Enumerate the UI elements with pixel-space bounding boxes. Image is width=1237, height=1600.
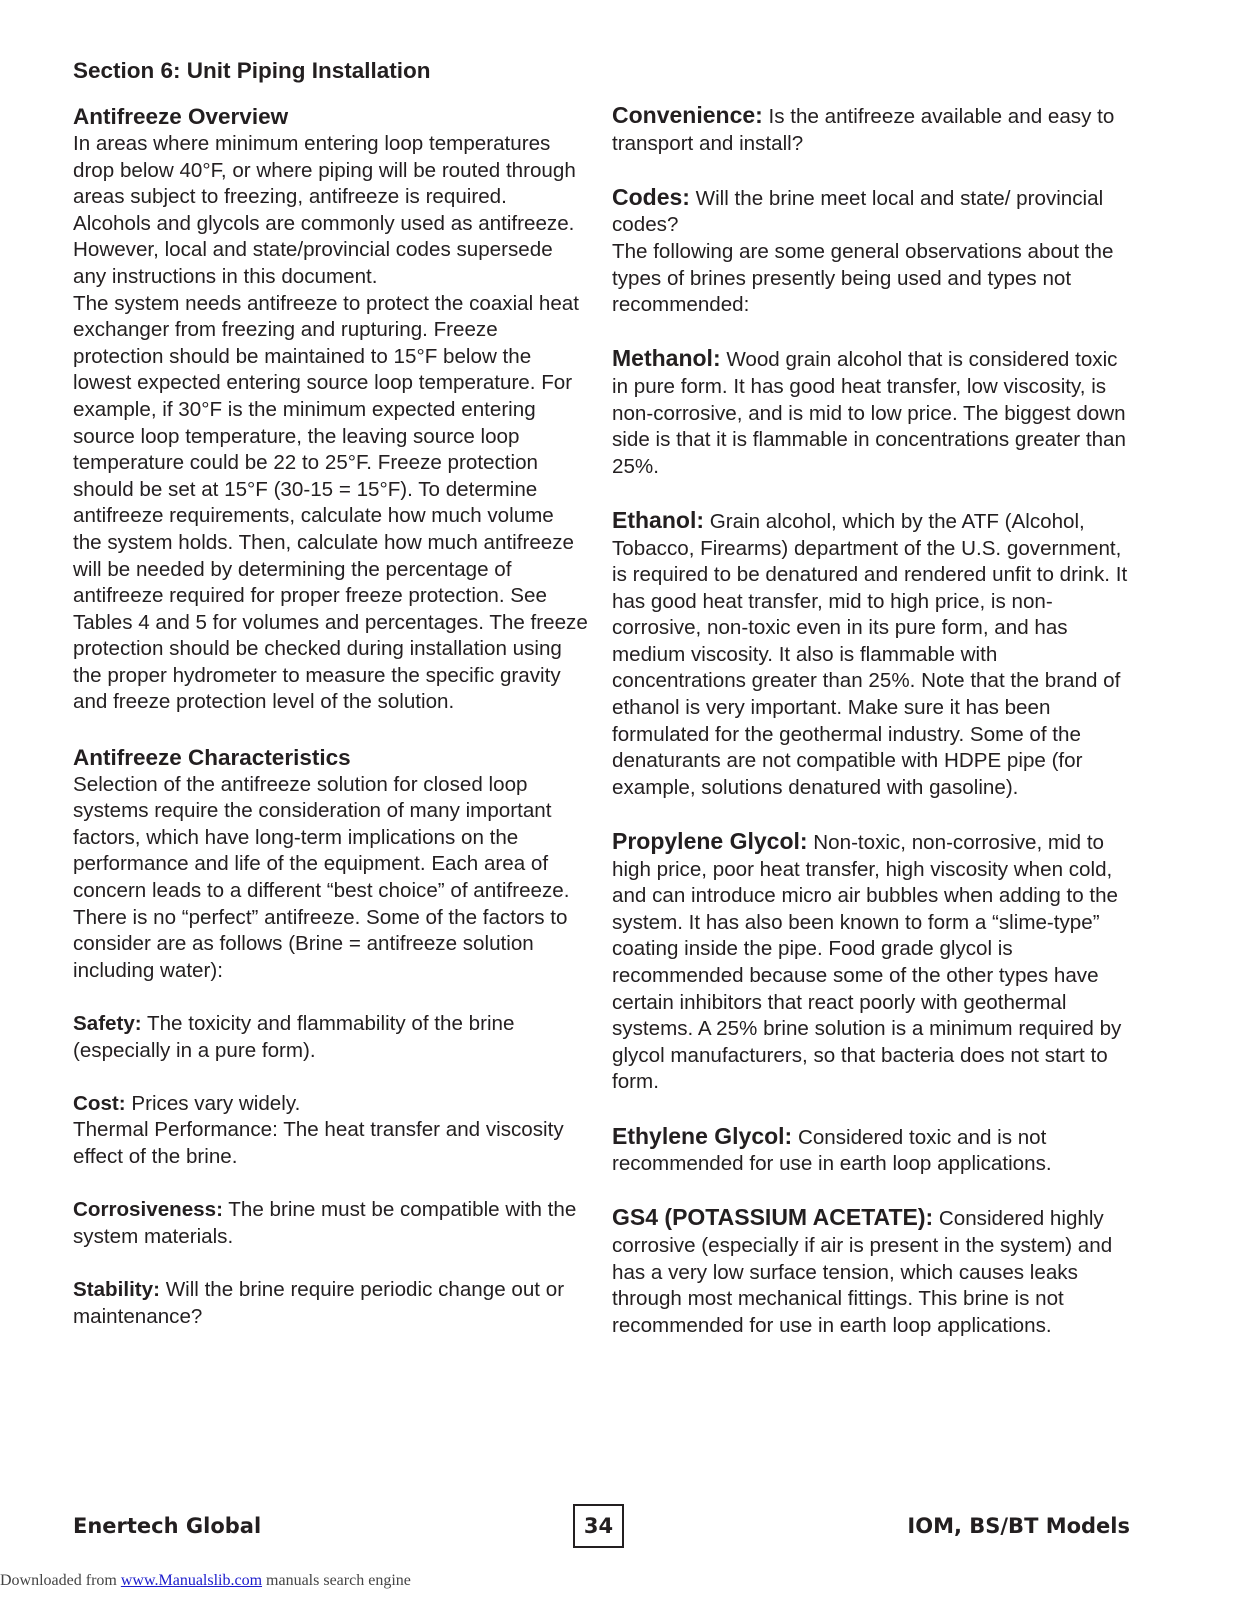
gs4-paragraph	[612, 1204, 1134, 1339]
safety-text: The toxicity and flammability of the brine (especially in a pure form).	[73, 1012, 515, 1062]
stability-paragraph	[73, 1277, 588, 1330]
propylene-glycol-text: Non-toxic, non-corrosive, mid to high price, poor heat transfer, high viscosity when cold, and can introduce micro air bubbles when adding to the system. It has also been known to form a “slime-type” coating inside the pipe. Food grade glycol is recommended because some of the other types have certain inhibitors that react poorly with geothermal systems. A 25% brine solution is a minimum required by glycol manufacturers, so that bacteria does not start to form.	[612, 831, 1122, 1094]
cost-label: Cost:	[73, 1091, 126, 1115]
methanol-text: Wood grain alcohol that is considered toxic in pure form. It has good heat transfer, low viscosity, is non-corrosive, and is mid to low price. The biggest down side is that it is flammable in concentrations greater than 25%.	[612, 348, 1126, 478]
propylene-glycol-paragraph	[612, 828, 1134, 1096]
convenience-paragraph	[612, 102, 1134, 157]
ethylene-glycol-paragraph	[612, 1123, 1134, 1178]
corrosiveness-paragraph	[73, 1197, 588, 1250]
footer-company: Enertech Global	[73, 1514, 262, 1538]
ethanol-text: Grain alcohol, which by the ATF (Alcohol, Tobacco, Firearms) department of the U.S. government, is required to be denatured and rendered unfit to drink. It has good heat transfer, mid to high price, is non-corrosive, non-toxic even in its pure form, and has medium viscosity. It also is flammable with concentrations greater than 25%. Note that the brand of ethanol is very important. Make sure it has been formulated for the geothermal industry. Some of the denaturants are not compatible with HDPE pipe (for example, solutions denatured with gasoline).	[612, 509, 1128, 799]
corrosiveness-text: The brine must be compatible with the system materials.	[73, 1198, 577, 1248]
ethanol-paragraph	[612, 507, 1134, 802]
safety-paragraph	[73, 1011, 588, 1064]
stability-label: Stability:	[73, 1277, 160, 1301]
download-prefix: Downloaded from	[0, 1572, 121, 1589]
left-column	[73, 102, 588, 1330]
methanol-paragraph	[612, 345, 1134, 480]
codes-label: Codes:	[612, 183, 690, 210]
convenience-text: Is the antifreeze available and easy to transport and install?	[612, 105, 1115, 155]
download-notice	[0, 1572, 411, 1590]
codes-paragraph	[612, 184, 1134, 239]
thermal-performance-paragraph: Thermal Performance: The heat transfer and viscosity effect of the brine.	[73, 1118, 564, 1168]
corrosiveness-label: Corrosiveness:	[73, 1198, 223, 1222]
methanol-label: Methanol:	[612, 345, 721, 372]
gs4-text: Considered highly corrosive (especially if air is present in the system) and has a very low surface tension, which causes leaks through most mechanical fittings. This brine is not recommended for use in earth loop applications.	[612, 1207, 1113, 1337]
codes-text: Will the brine meet local and state/ provincial codes?	[612, 186, 1104, 237]
cost-paragraph	[73, 1091, 588, 1118]
propylene-glycol-label: Propylene Glycol:	[612, 828, 808, 855]
convenience-label: Convenience:	[612, 102, 763, 128]
cost-text: Prices vary widely.	[125, 1091, 301, 1115]
antifreeze-overview-heading: Antifreeze Overview	[73, 104, 289, 129]
ethylene-glycol-label: Ethylene Glycol:	[612, 1122, 793, 1149]
right-column	[612, 102, 1134, 1339]
ethanol-label: Ethanol:	[612, 506, 704, 533]
overview-paragraph-2: The system needs antifreeze to protect the coaxial heat exchanger from freezing and rupturing. Freeze protection should be maintained to 15°F below the lowest expected entering source loop temperature. For example, if 30°F is the minimum expected entering source loop temperature, the leaving source loop temperature could be 22 to 25°F. Freeze protection should be set at 15°F (30-15 = 15°F). To determine antifreeze requirements, calculate how much volume the system holds. Then, calculate how much antifreeze will be needed by determining the percentage of antifreeze required for proper freeze protection. See Tables 4 and 5 for volumes and percentages. The freeze protection should be checked during installation using the proper hydrometer to measure the specific gravity and freeze protection level of the solution.	[73, 291, 588, 714]
overview-paragraph-1: In areas where minimum entering loop temperatures drop below 40°F, or where piping will be routed through areas subject to freezing, antifreeze is required. Alcohols and glycols are commonly used as antifreeze. However, local and state/provincial codes supersede any instructions in this document.	[73, 132, 576, 288]
download-suffix: manuals search engine	[262, 1572, 411, 1589]
safety-label: Safety:	[73, 1012, 142, 1035]
antifreeze-characteristics-heading: Antifreeze Characteristics	[73, 744, 351, 770]
stability-text: Will the brine require periodic change out or maintenance?	[73, 1277, 565, 1328]
section-title: Section 6: Unit Piping Installation	[73, 58, 431, 83]
ethylene-glycol-text: Considered toxic and is not recommended for use in earth loop applications.	[612, 1125, 1052, 1176]
footer-models: IOM, BS/BT Models	[907, 1514, 1130, 1538]
gs4-label: GS4 (POTASSIUM ACETATE):	[612, 1204, 934, 1231]
observations-paragraph: The following are some general observations about the types of brines presently being used and types not recommended:	[612, 239, 1114, 317]
manualslib-link[interactable]: www.Manualslib.com	[120, 1572, 263, 1589]
characteristics-paragraph: Selection of the antifreeze solution for closed loop systems require the consideration of many important factors, which have long-term implications on the performance and life of the equipment. Each area of concern leads to a different “best choice” of antifreeze. There is no “perfect” antifreeze. Some of the factors to consider are as follows (Brine = antifreeze solution including water):	[73, 772, 570, 982]
page-number: 34	[573, 1504, 624, 1548]
